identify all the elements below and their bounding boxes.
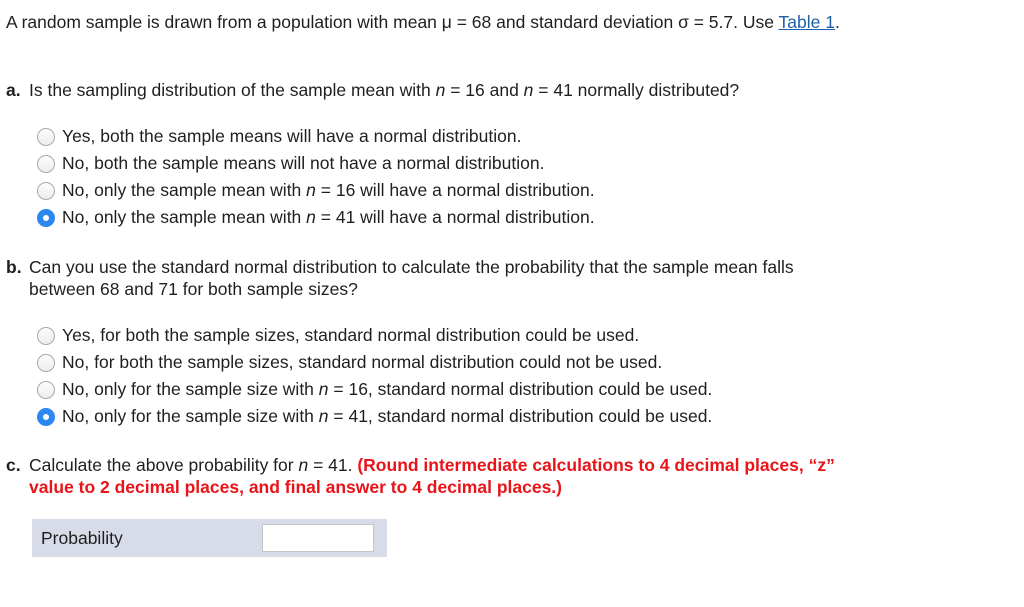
option-a-1[interactable] [37,123,595,150]
probability-input[interactable] [262,524,374,552]
radio-a-3[interactable] [37,182,55,200]
intro-text: A random sample is drawn from a population with mean μ = 68 and standard deviation σ = 5.7. Use [6,12,779,32]
option-b-3[interactable] [37,376,712,403]
question-a [6,79,739,101]
option-a-2[interactable] [37,150,595,177]
rounding-instruction-line2: value to 2 decimal places, and final answer to 4 decimal places.) [29,477,562,497]
question-c [6,454,906,498]
option-b-4-label: No, only for the sample size with n = 41, standard normal distribution could be used. [62,406,713,426]
option-b-3-label: No, only for the sample size with n = 16, standard normal distribution could be used. [62,379,713,399]
option-a-3[interactable] [37,177,595,204]
option-a-3-label: No, only the sample mean with n = 16 will have a normal distribution. [62,180,595,200]
radio-b-3[interactable] [37,381,55,399]
option-b-1-label: Yes, for both the sample sizes, standard normal distribution could be used. [62,325,640,345]
option-b-1[interactable] [37,322,712,349]
table-1-link[interactable]: Table 1 [778,12,835,32]
probability-answer-row [32,519,387,557]
problem-intro [6,11,886,33]
radio-b-4[interactable] [37,408,55,426]
question-b [6,256,866,300]
question-c-text: Calculate the above probability for n = 41. [29,455,358,475]
radio-a-1[interactable] [37,128,55,146]
question-c-letter: c. [6,455,21,475]
rounding-instruction-line1: (Round intermediate calculations to 4 decimal places, “z” [357,455,835,475]
question-a-options [37,123,595,231]
intro-period: . [834,12,840,32]
question-b-options [37,322,712,430]
radio-a-2[interactable] [37,155,55,173]
question-a-letter: a. [6,80,21,100]
option-a-4-label: No, only the sample mean with n = 41 will have a normal distribution. [62,207,595,227]
question-b-text-line2: between 68 and 71 for both sample sizes? [29,279,358,299]
question-a-text: Is the sampling distribution of the sample mean with n = 16 and n = 41 normally distributed? [29,80,740,100]
option-a-2-label: No, both the sample means will not have a normal distribution. [62,153,545,173]
option-b-4[interactable] [37,403,712,430]
radio-a-4[interactable] [37,209,55,227]
question-b-letter: b. [6,257,22,277]
option-b-2[interactable] [37,349,712,376]
option-a-4[interactable] [37,204,595,231]
radio-b-1[interactable] [37,327,55,345]
probability-label: Probability [41,528,123,548]
option-a-1-label: Yes, both the sample means will have a normal distribution. [62,126,522,146]
option-b-2-label: No, for both the sample sizes, standard normal distribution could not be used. [62,352,663,372]
question-b-text-line1: Can you use the standard normal distribution to calculate the probability that the sample mean falls [29,257,794,277]
radio-b-2[interactable] [37,354,55,372]
